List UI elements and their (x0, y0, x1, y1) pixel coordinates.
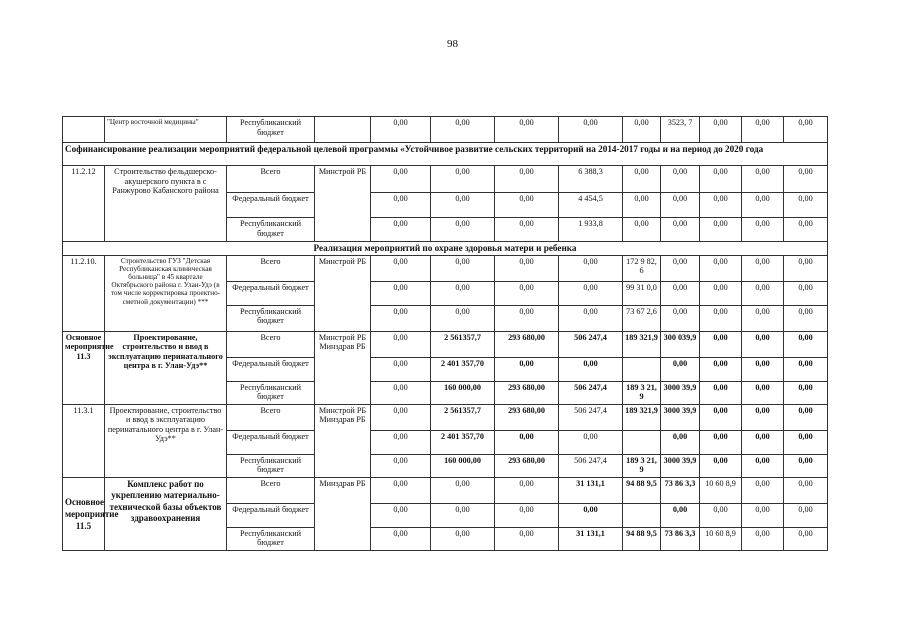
cell-source: Федеральный бюджет (227, 281, 315, 305)
cell-value: 506 247,4 (559, 331, 623, 357)
cell-value: 0,00 (742, 357, 784, 381)
cell-value: 0,00 (371, 454, 431, 477)
cell-executor: Минстрой РБ (315, 255, 371, 331)
cell-value: 0,00 (495, 430, 559, 454)
cell-value: 0,00 (700, 357, 742, 381)
cell-executor: Минстрой РБ (315, 166, 371, 242)
cell-value: 0,00 (700, 331, 742, 357)
cell-value: 73 86 3,3 (661, 527, 700, 550)
cell-value: 0,00 (784, 404, 828, 430)
cell-value: 31 131,1 (559, 477, 623, 503)
cell-value: 0,00 (661, 503, 700, 527)
cell-value: 0,00 (700, 381, 742, 404)
cell-value: 0,00 (742, 381, 784, 404)
cell-value: 0,00 (559, 281, 623, 305)
cell-value: 0,00 (784, 218, 828, 242)
cell-value: 0,00 (431, 166, 495, 193)
cell-value: 189 3 21,9 (623, 454, 661, 477)
cell-name: Строительство фельдшерско-акушерского пункта в с Ранжурово Кабанского района (105, 166, 227, 242)
section-row (63, 143, 828, 166)
cell-value: 0,00 (784, 430, 828, 454)
cell-source: Всего (227, 331, 315, 357)
cell-value: 0,00 (700, 281, 742, 305)
cell-value: 0,00 (742, 218, 784, 242)
cell-value: 0,00 (661, 218, 700, 242)
cell-source: Республиканский бюджет (227, 454, 315, 477)
cell-executor: Минстрой РБ Минздрав РБ (315, 331, 371, 404)
cell-value: 10 60 8,9 (700, 527, 742, 550)
table-row (63, 404, 828, 430)
cell-source: Федеральный бюджет (227, 357, 315, 381)
cell-value: 0,00 (495, 281, 559, 305)
cell-value: 0,00 (371, 255, 431, 281)
cell-value: 0,00 (495, 527, 559, 550)
cell-value: 0,00 (431, 527, 495, 550)
cell-value: 0,00 (742, 331, 784, 357)
cell-value: 0,00 (495, 218, 559, 242)
cell-value: 0,00 (431, 503, 495, 527)
cell-value: 0,00 (371, 281, 431, 305)
cell-value: 31 131,1 (559, 527, 623, 550)
cell-value: 10 60 8,9 (700, 477, 742, 503)
cell-value: 0,00 (559, 305, 623, 331)
cell-value: 0,00 (623, 193, 661, 218)
cell-number: Основное мероприятие 11.3 (63, 331, 105, 404)
cell-value: 99 31 0,0 (623, 281, 661, 305)
cell-value (623, 430, 661, 454)
cell-value: 189 3 21,9 (623, 381, 661, 404)
cell-value: 0,00 (784, 503, 828, 527)
cell-value: 0,00 (742, 305, 784, 331)
cell-value: 0,00 (700, 454, 742, 477)
cell-value: 0,00 (495, 193, 559, 218)
cell-value: 0,00 (371, 357, 431, 381)
cell-value: 506 247,4 (559, 454, 623, 477)
cell-value: 0,00 (742, 527, 784, 550)
cell-source: Республиканский бюджет (227, 218, 315, 242)
cell-name: "Центр восточной медицины" (105, 117, 227, 143)
cell-source: Республиканский бюджет (227, 117, 315, 143)
cell-value: 0,00 (661, 281, 700, 305)
cell-value: 0,00 (784, 305, 828, 331)
cell-source: Всего (227, 404, 315, 430)
cell-value: 0,00 (700, 166, 742, 193)
cell-value: 0,00 (742, 454, 784, 477)
table-row: "Центр восточной медицины" Республиканский бюджет 0,00 0,00 0,00 0,00 0,00 3523, 7 0,00 0,00 0,00 (63, 117, 828, 143)
section-row (63, 242, 828, 256)
cell-value: 6 388,3 (559, 166, 623, 193)
cell-value: 0,00 (559, 255, 623, 281)
cell-value: 0,00 (559, 357, 623, 381)
cell-value: 0,00 (742, 255, 784, 281)
cell-value: 3000 39,9 (661, 454, 700, 477)
cell-value: 0,00 (623, 166, 661, 193)
cell-value: 73 67 2,6 (623, 305, 661, 331)
cell-value: 0,00 (700, 193, 742, 218)
cell-value (623, 357, 661, 381)
cell-value: 0,00 (661, 193, 700, 218)
cell-value: 0,00 (661, 430, 700, 454)
page-number: 98 (447, 38, 458, 50)
cell-value: 0,00 (784, 255, 828, 281)
cell-value: 0,00 (495, 166, 559, 193)
cell-value: 0,00 (431, 305, 495, 331)
cell-value: 506 247,4 (559, 404, 623, 430)
cell-value: 0,00 (371, 166, 431, 193)
cell-source: Федеральный бюджет (227, 430, 315, 454)
cell-value: 0,00 (784, 331, 828, 357)
cell-source: Республиканский бюджет (227, 305, 315, 331)
cell-value: 0,00 (371, 331, 431, 357)
cell-value: 172 9 82,6 (623, 255, 661, 281)
cell-value: 3000 39,9 (661, 381, 700, 404)
cell-value: 4 454,5 (559, 193, 623, 218)
cell-value: 0,00 (700, 430, 742, 454)
cell-value: 0,00 (742, 430, 784, 454)
cell-value: 3000 39,9 (661, 404, 700, 430)
cell-value: 0,00 (495, 255, 559, 281)
cell-value: 0,00 (431, 477, 495, 503)
cell-value: 0,00 (371, 381, 431, 404)
cell-value: 0,00 (700, 255, 742, 281)
cell-value: 2 561357,7 (431, 404, 495, 430)
budget-table (62, 116, 828, 551)
cell-value: 0,00 (559, 503, 623, 527)
cell-value: 0,00 (784, 381, 828, 404)
cell-value: 0,00 (495, 357, 559, 381)
cell-source: Федеральный бюджет (227, 193, 315, 218)
cell-value: 0,00 (742, 193, 784, 218)
cell-value: 0,00 (431, 281, 495, 305)
cell-value: 0,00 (371, 305, 431, 331)
cell-value: 0,00 (431, 218, 495, 242)
table-row (63, 331, 828, 357)
cell-value: 0,00 (495, 503, 559, 527)
table-row (63, 255, 828, 281)
section-title: Реализация мероприятий по охране здоровья матери и ребенка (63, 242, 828, 256)
cell-value: 0,00 (371, 477, 431, 503)
cell-value: 293 680,00 (495, 331, 559, 357)
cell-value: 2 401 357,70 (431, 430, 495, 454)
cell-value: 189 321,9 (623, 404, 661, 430)
cell-value: 0,00 (661, 305, 700, 331)
cell-value: 0,00 (742, 477, 784, 503)
cell-value: 0,00 (371, 218, 431, 242)
cell-value: 0,00 (431, 255, 495, 281)
cell-value: 2 561357,7 (431, 331, 495, 357)
cell-source: Всего (227, 255, 315, 281)
cell-value: 0,00 (371, 193, 431, 218)
cell-value: 94 88 9,5 (623, 477, 661, 503)
cell-value: 73 86 3,3 (661, 477, 700, 503)
cell-name: Проектирование, строительство и ввод в эксплуатацию перинатального центра в г. Улан-Удэ** (105, 331, 227, 404)
cell-value: 0,00 (784, 454, 828, 477)
cell-value: 506 247,4 (559, 381, 623, 404)
cell-value: 189 321,9 (623, 331, 661, 357)
cell-name: Проектирование, строительство и ввод в эксплуатацию перинатального центра в г. Улан-Удэ** (105, 404, 227, 477)
table-row (63, 477, 828, 503)
cell-value: 160 000,00 (431, 381, 495, 404)
cell-value: 0,00 (495, 305, 559, 331)
cell-source: Всего (227, 477, 315, 503)
cell-value: 0,00 (784, 281, 828, 305)
cell-number: Основное мероприятие 11.5 (63, 477, 105, 550)
section-title: Софинансирование реализации мероприятий федеральной целевой программы «Устойчивое развитие сельских территорий на 2014-2017 годы и на период до 2020 года (63, 143, 828, 166)
cell-value: 0,00 (742, 503, 784, 527)
cell-value: 293 680,00 (495, 404, 559, 430)
cell-value: 0,00 (371, 430, 431, 454)
cell-value: 0,00 (371, 503, 431, 527)
table-row (63, 166, 828, 193)
cell-value: 0,00 (661, 255, 700, 281)
cell-number: 11.2.12 (63, 166, 105, 242)
cell-value: 0,00 (700, 305, 742, 331)
cell-value: 0,00 (371, 404, 431, 430)
cell-source: Республиканский бюджет (227, 527, 315, 550)
cell-source: Федеральный бюджет (227, 503, 315, 527)
cell-value: 1 933,8 (559, 218, 623, 242)
cell-name: Строительство ГУЗ "Детская Республиканская клиническая больница" в 45 квартале Октябрьского района г. Улан-Удэ (в том числе корректировка проектно-сметной документации) *** (105, 255, 227, 331)
cell-value: 0,00 (700, 218, 742, 242)
cell-value: 0,00 (700, 503, 742, 527)
cell-value: 293 680,00 (495, 381, 559, 404)
cell-number: 11.3.1 (63, 404, 105, 477)
cell-value: 0,00 (661, 357, 700, 381)
cell-value (623, 503, 661, 527)
cell-value: 0,00 (661, 166, 700, 193)
cell-value: 0,00 (742, 404, 784, 430)
cell-value: 293 680,00 (495, 454, 559, 477)
cell-value: 0,00 (784, 357, 828, 381)
cell-value: 0,00 (784, 527, 828, 550)
cell-value: 0,00 (784, 166, 828, 193)
cell-value: 2 401 357,70 (431, 357, 495, 381)
cell-value: 0,00 (742, 166, 784, 193)
cell-executor: Минстрой РБ Минздрав РБ (315, 404, 371, 477)
cell-value: 0,00 (784, 193, 828, 218)
cell-name: Комплекс работ по укреплению материально-технической базы объектов здравоохранения (105, 477, 227, 550)
cell-source: Всего (227, 166, 315, 193)
cell-value: 0,00 (431, 193, 495, 218)
cell-value: 160 000,00 (431, 454, 495, 477)
cell-value: 0,00 (371, 527, 431, 550)
cell-source: Республиканский бюджет (227, 381, 315, 404)
cell-value: 94 88 9,5 (623, 527, 661, 550)
cell-value: 0,00 (784, 477, 828, 503)
cell-value: 300 039,9 (661, 331, 700, 357)
cell-value: 0,00 (559, 430, 623, 454)
cell-value: 0,00 (742, 281, 784, 305)
cell-executor: Минздрав РБ (315, 477, 371, 550)
cell-number: 11.2.10. (63, 255, 105, 331)
cell-value: 0,00 (623, 218, 661, 242)
cell-value: 0,00 (700, 404, 742, 430)
cell-value: 0,00 (495, 477, 559, 503)
